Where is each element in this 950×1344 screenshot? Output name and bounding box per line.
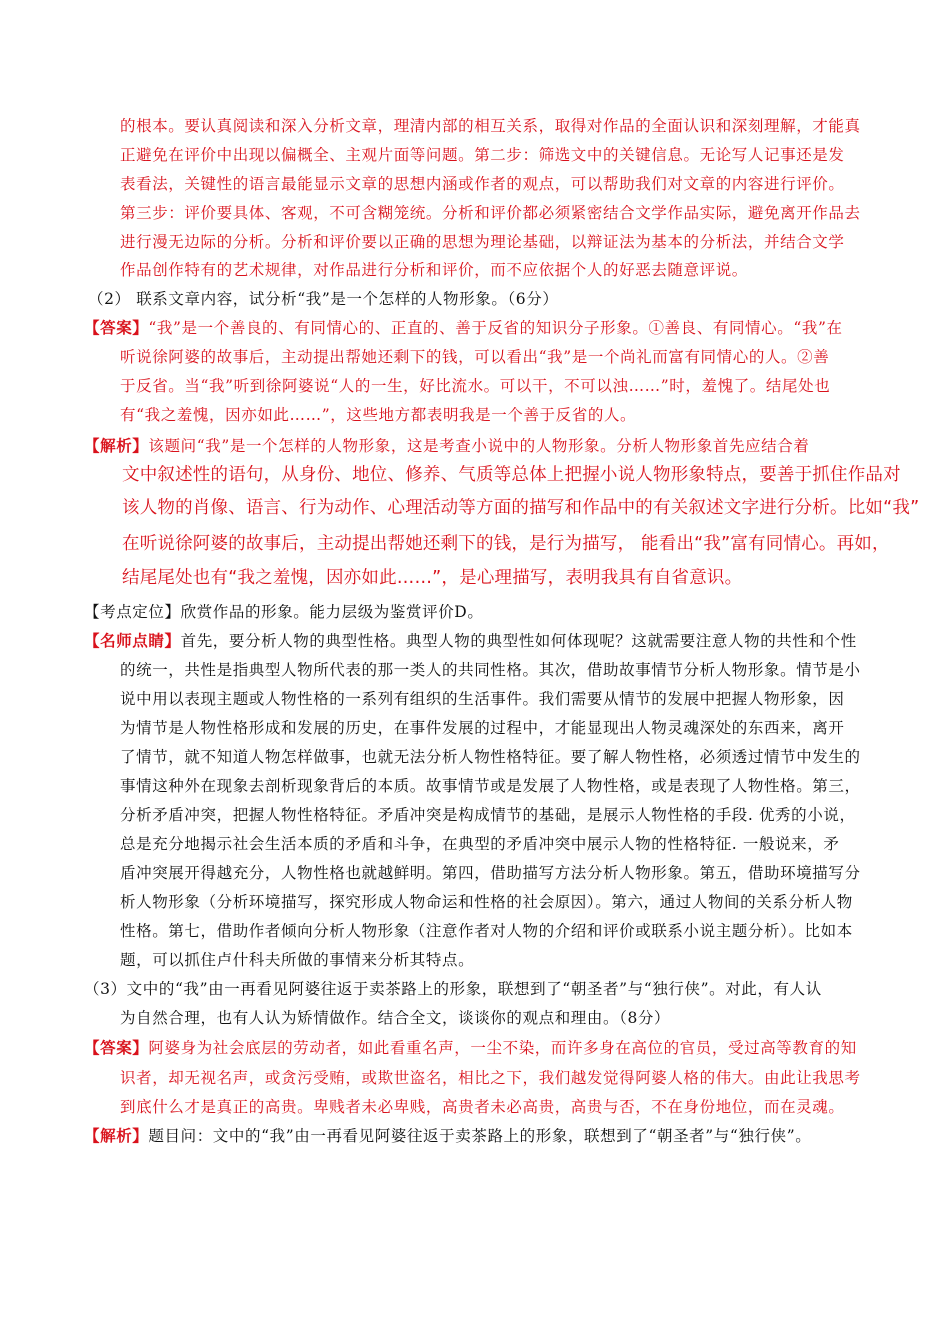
tips-line: 了情节，就不知道人物怎样做事，也就无法分析人物性格特征。要了解人物性格，必须透过情节中发生的	[120, 748, 861, 766]
q3-analysis	[84, 1124, 811, 1146]
tips-line: 首先，要分析人物的典型性格。典型人物的典型性如何体现呢？这就需要注意人物的共性和个性	[180, 632, 857, 650]
tips-line: 分析矛盾冲突，把握人物性格特征。矛盾冲突是构成情节的基础，是展示人物性格的手段. 优秀的小说，	[120, 806, 856, 824]
analysis-line: 文中叙述性的语句，从身份、地位、修养、气质等总体上把握小说人物形象特点，要善于抓住作品对	[122, 465, 901, 485]
q3-answer-first-line	[84, 1036, 857, 1058]
q2-analysis-first-line	[84, 434, 809, 456]
analysis-line: 该人物的肖像、语言、行为动作、心理活动等方面的描写和作品中的有关叙述文字进行分析。比如“我”	[122, 498, 920, 518]
analysis-tag: 【解析】	[84, 436, 149, 455]
answer-line: 识者，却无视名声，或贪污受贿，或欺世盗名，相比之下，我们越发觉得阿婆人格的伟大。由此让我思考	[120, 1069, 861, 1087]
exam-point: 【考点定位】欣赏作品的形象。能力层级为鉴赏评价D。	[84, 603, 484, 621]
answer-line: 阿婆身为社会底层的劳动者，如此看重名声，一尘不染，而许多身在高位的官员，受过高等教育的知	[148, 1039, 857, 1057]
analysis-line: 该题问“我”是一个怎样的人物形象，这是考查小说中的人物形象。分析人物形象首先应结合着	[148, 437, 810, 455]
question-3-line: 为自然合理，也有人认为矫情做作。结合全文，谈谈你的观点和理由。（8分）	[120, 1009, 671, 1027]
answer-tag: 【答案】	[84, 1038, 149, 1057]
analysis-tag: 【解析】	[84, 1126, 149, 1145]
tips-line: 说中用以表现主题或人物性格的一系列有组织的生活事件。我们需要从情节的发展中把握人物形象，因	[120, 690, 845, 708]
intro-line: 作品创作特有的艺术规律，对作品进行分析和评价，而不应依据个人的好恶去随意评说。	[120, 261, 748, 279]
analysis-line: 在听说徐阿婆的故事后，主动提出帮她还剩下的钱，是行为描写， 能看出“我”富有同情心。再如，	[122, 534, 890, 554]
analysis-line: 结尾尾处也有“我之羞愧，因亦如此……”，是心理描写，表明我具有自省意识。	[122, 568, 743, 588]
tips-line: 盾冲突展开得越充分，人物性格也就越鲜明。第四，借助描写方法分析人物形象。第五，借助环境描写分	[120, 864, 861, 882]
tips-line: 题，可以抓住卢什科夫所做的事情来分析其特点。	[120, 951, 475, 969]
question-3-line: （3）文中的“我”由一再看见阿婆往返于卖茶路上的形象，联想到了“朝圣者”与“独行侠”。对此，有人认	[84, 980, 822, 998]
tips-line: 总是充分地揭示社会生活本质的矛盾和斗争，在典型的矛盾冲突中展示人物的性格特征. 一般说来，矛	[120, 835, 840, 853]
intro-line: 表看法，关键性的语言最能显示文章的思想内涵或作者的观点，可以帮助我们对文章的内容进行评价。	[120, 175, 845, 193]
answer-line: 到底什么才是真正的高贵。卑贱者未必卑贱，高贵者未必高贵，高贵与否，不在身份地位，而在灵魂。	[120, 1098, 845, 1116]
tips-line: 性格。第七，借助作者倾向分析人物形象（注意作者对人物的介绍和评价或联系小说主题分析）。比如本	[120, 922, 853, 940]
intro-line: 的根本。要认真阅读和深入分析文章，理清内部的相互关系，取得对作品的全面认识和深刻理解，才能真	[120, 117, 861, 135]
tips-line: 析人物形象（分析环境描写，探究形成人物命运和性格的社会原因）。第六，通过人物间的关系分析人物	[120, 893, 853, 911]
analysis-line: 题目问：文中的“我”由一再看见阿婆往返于卖茶路上的形象，联想到了“朝圣者”与“独行侠”。	[148, 1127, 812, 1145]
answer-tag: 【答案】	[84, 318, 149, 337]
tips-line: 的统一，共性是指典型人物所代表的那一类人的共同性格。其次，借助故事情节分析人物形象。情节是小	[120, 661, 861, 679]
question-2: （2） 联系文章内容，试分析“我”是一个怎样的人物形象。（6分）	[88, 290, 559, 308]
q2-answer-first-line	[84, 316, 843, 338]
intro-line: 第三步：评价要具体、客观，不可含糊笼统。分析和评价都必须紧密结合文学作品实际，避免离开作品去	[120, 204, 861, 222]
tips-tag: 【名师点睛】	[84, 631, 181, 650]
tips-first-line	[84, 629, 857, 651]
answer-line: 听说徐阿婆的故事后，主动提出帮她还剩下的钱，可以看出“我”是一个尚礼而富有同情心的人。②善	[120, 348, 830, 366]
answer-line: 有“我之羞愧，因亦如此……”，这些地方都表明我是一个善于反省的人。	[120, 406, 637, 424]
answer-line: 于反省。当“我”听到徐阿婆说“人的一生，好比流水。可以干，不可以浊……”时，羞愧了。结尾处也	[120, 377, 831, 395]
tips-line: 事情这种外在现象去剖析现象背后的本质。故事情节或是发展了人物性格，或是表现了人物性格。第三，	[120, 777, 861, 795]
intro-line: 进行漫无边际的分析。分析和评价要以正确的思想为理论基础，以辩证法为基本的分析法，并结合文学	[120, 233, 845, 251]
answer-line: “我”是一个善良的、有同情心的、正直的、善于反省的知识分子形象。①善良、有同情心。“我”在	[148, 319, 843, 337]
intro-line: 正避免在评价中出现以偏概全、主观片面等问题。第二步：筛选文中的关键信息。无论写人记事还是发	[120, 146, 845, 164]
tips-line: 为情节是人物性格形成和发展的历史，在事件发展的过程中，才能显现出人物灵魂深处的东西来，离开	[120, 719, 845, 737]
